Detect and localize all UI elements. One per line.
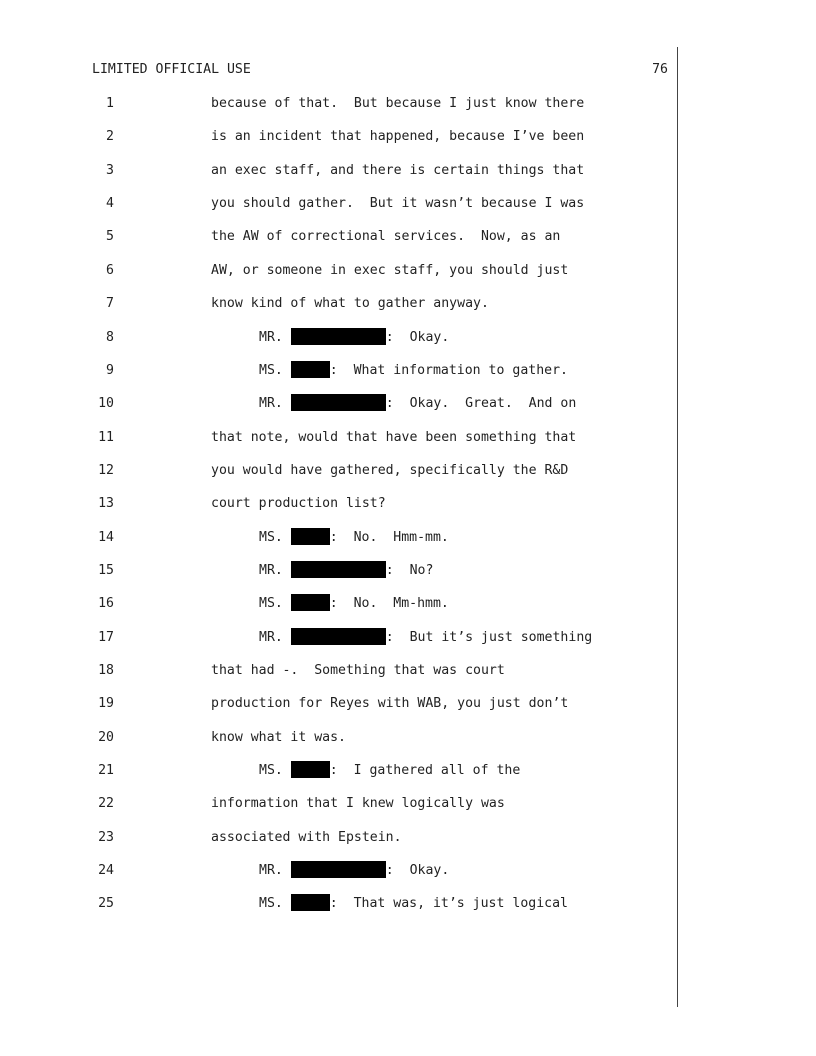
speaker-line — [259, 628, 592, 648]
line-text: AW, or someone in exec staff, you should just — [211, 262, 569, 278]
line-number: 6 — [106, 262, 114, 278]
line-number: 24 — [98, 863, 114, 879]
redaction-box — [291, 328, 386, 345]
speaker-statement: : No? — [385, 562, 434, 578]
line-text: you should gather. But it wasn’t because I was — [211, 196, 585, 212]
line-text: the AW of correctional services. Now, as an — [211, 229, 561, 245]
line-number: 16 — [98, 596, 114, 612]
speaker-title: MR. — [259, 629, 291, 645]
line-number: 11 — [98, 429, 114, 445]
speaker-title: MR. — [259, 562, 291, 578]
line-text: that note, would that have been something that — [211, 429, 577, 445]
line-number: 3 — [106, 162, 114, 178]
line-text: an exec staff, and there is certain things that — [211, 162, 585, 178]
speaker-statement: : But it’s just something — [385, 629, 593, 645]
line-number: 5 — [106, 229, 114, 245]
speaker-line — [259, 761, 520, 781]
speaker-statement: : Okay. — [385, 329, 450, 345]
line-number: 10 — [98, 396, 114, 412]
line-number: 17 — [98, 629, 114, 645]
line-text: know kind of what to gather anyway. — [211, 296, 489, 312]
speaker-line — [259, 394, 576, 414]
speaker-statement: : Okay. Great. And on — [385, 396, 577, 412]
speaker-statement: : I gathered all of the — [329, 763, 521, 778]
speaker-line — [259, 528, 449, 548]
line-text: court production list? — [211, 496, 386, 512]
line-number: 7 — [106, 296, 114, 312]
redaction-box — [291, 894, 330, 911]
line-number: 19 — [98, 696, 114, 712]
classification-header: LIMITED OFFICIAL USE — [92, 62, 251, 77]
speaker-title: MR. — [259, 396, 291, 412]
line-number: 13 — [98, 496, 114, 512]
line-text: because of that. But because I just know there — [211, 96, 585, 111]
speaker-statement: : That was, it’s just logical — [329, 896, 568, 912]
speaker-title: MR. — [259, 863, 291, 879]
line-number: 20 — [98, 729, 114, 745]
speaker-title: MS. — [259, 362, 291, 378]
line-text: production for Reyes with WAB, you just don’t — [211, 696, 569, 712]
speaker-statement: : No. Hmm-mm. — [329, 529, 449, 545]
line-number: 1 — [106, 96, 114, 111]
line-text: that had -. Something that was court — [211, 663, 505, 678]
line-text: is an incident that happened, because I’ve been — [211, 129, 585, 145]
line-text: associated with Epstein. — [211, 829, 402, 845]
right-margin-rule — [677, 47, 678, 1007]
line-number: 8 — [106, 329, 114, 345]
redaction-box — [291, 594, 330, 611]
speaker-line — [259, 361, 568, 381]
speaker-title: MS. — [259, 763, 291, 778]
speaker-title: MR. — [259, 329, 291, 345]
page-number: 76 — [652, 62, 668, 77]
redaction-box — [291, 861, 386, 878]
line-number: 15 — [98, 562, 114, 578]
speaker-statement: : What information to gather. — [329, 362, 568, 378]
speaker-title: MS. — [259, 529, 291, 545]
speaker-statement: : No. Mm-hmm. — [329, 596, 449, 612]
line-number: 12 — [98, 462, 114, 478]
line-number: 14 — [98, 529, 114, 545]
redaction-box — [291, 561, 386, 578]
line-text: information that I knew logically was — [211, 796, 505, 812]
redaction-box — [291, 361, 330, 378]
line-number: 25 — [98, 896, 114, 912]
redaction-box — [291, 628, 386, 645]
line-number: 23 — [98, 829, 114, 845]
line-number: 2 — [106, 129, 114, 145]
speaker-statement: : Okay. — [385, 863, 450, 879]
speaker-line — [259, 894, 568, 914]
redaction-box — [291, 394, 386, 411]
line-text: know what it was. — [211, 729, 346, 745]
line-number: 21 — [98, 763, 114, 778]
redaction-box — [291, 528, 330, 545]
line-number: 4 — [106, 196, 114, 212]
speaker-title: MS. — [259, 596, 291, 612]
speaker-line — [259, 328, 449, 348]
line-number: 18 — [98, 663, 114, 678]
speaker-line — [259, 861, 449, 881]
redaction-box — [291, 761, 330, 778]
line-text: you would have gathered, specifically the R&D — [211, 462, 569, 478]
line-number: 22 — [98, 796, 114, 812]
line-number: 9 — [106, 362, 114, 378]
speaker-title: MS. — [259, 896, 291, 912]
speaker-line — [259, 594, 449, 614]
speaker-line — [259, 561, 433, 581]
